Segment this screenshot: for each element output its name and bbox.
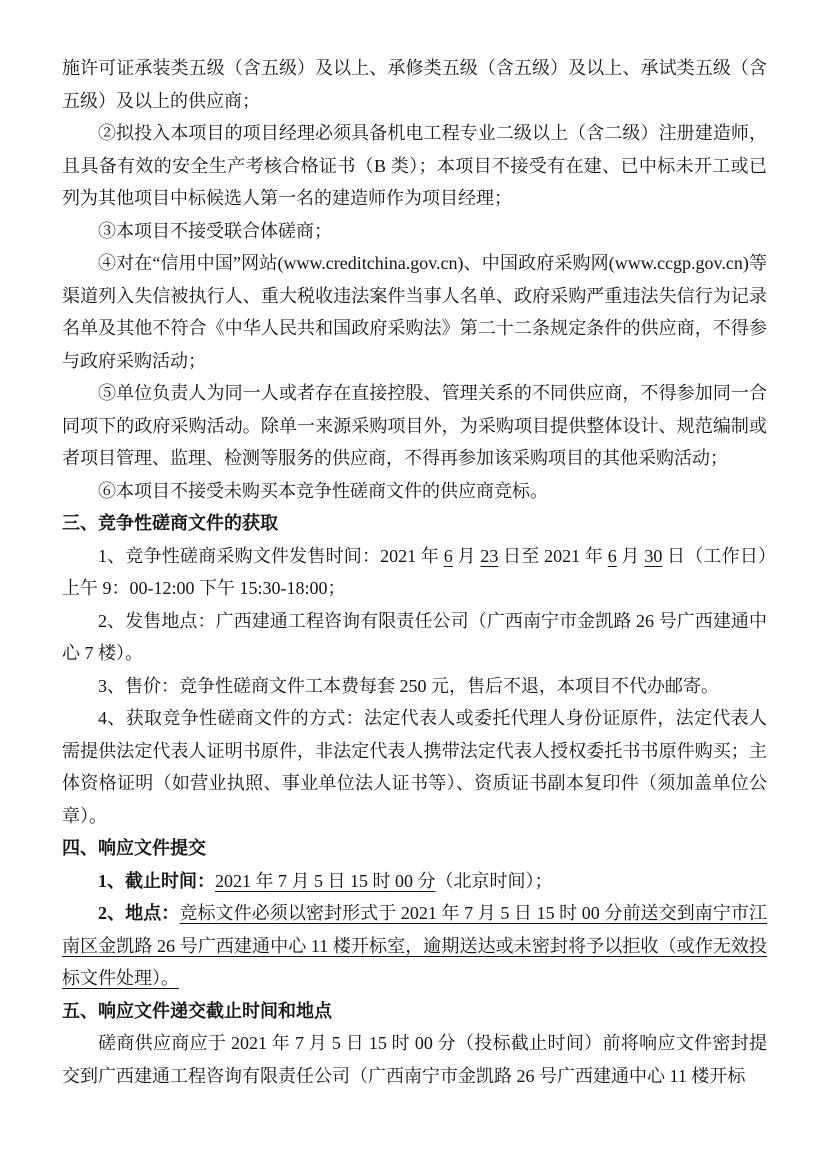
text-run: 日（工作日）上午 9：00-12:00 下午 15:30-18:00； bbox=[62, 545, 768, 598]
text-run: ③本项目不接受联合体磋商； bbox=[98, 220, 332, 241]
text-run: （北京时间）； bbox=[435, 870, 553, 891]
paragraph bbox=[62, 52, 767, 117]
text-run: 2、地点： bbox=[98, 903, 180, 923]
paragraph bbox=[62, 670, 767, 703]
text-run: 磋商供应商应于 2021 年 7 月 5 日 15 时 00 分（投标截止时间）前将响应文件密封提交到广西建通工程咨询有限责任公司（广西南宁市金凯路 26 号广西建通中心 11 楼开标 bbox=[62, 1033, 767, 1086]
text-run: 1、竞争性磋商采购文件发售时间：2021 年 bbox=[98, 545, 444, 566]
text-run: 6 bbox=[607, 545, 617, 566]
text-run: 月 bbox=[616, 545, 645, 566]
text-run: 五、响应文件递交截止时间和地点 bbox=[62, 1000, 332, 1021]
section-heading bbox=[62, 832, 767, 865]
paragraph bbox=[62, 702, 767, 832]
paragraph bbox=[62, 215, 767, 248]
section-heading bbox=[62, 507, 767, 540]
text-run: 日至 2021 年 bbox=[498, 545, 608, 566]
text-run: ⑤单位负责人为同一人或者存在直接控股、管理关系的不同供应商，不得参加同一合同项下的政府采购活动。除单一来源采购项目外，为采购项目提供整体设计、规范编制或者项目管理、监理、检测等服务的供应商，不得再参加该采购项目的其他采购活动； bbox=[62, 383, 767, 468]
text-run: 30 bbox=[644, 545, 663, 566]
paragraph bbox=[62, 475, 767, 508]
paragraph bbox=[62, 897, 767, 995]
section-heading bbox=[62, 995, 767, 1028]
text-run: ②拟投入本项目的项目经理必须具备机电工程专业二级以上（含二级）注册建造师，且具备有效的安全生产考核合格证书（B 类）；本项目不接受有在建、已中标未开工或已列为其他项目中标候选人第一名的建造师作为项目经理； bbox=[62, 123, 767, 208]
text-run: 6 bbox=[443, 545, 453, 566]
paragraph bbox=[62, 865, 767, 898]
paragraph bbox=[62, 117, 767, 215]
paragraph bbox=[62, 1027, 767, 1092]
text-run: ⑥本项目不接受未购买本竞争性磋商文件的供应商竞标。 bbox=[98, 480, 548, 501]
paragraph bbox=[62, 540, 767, 605]
text-run: 竞标文件必须以密封形式于 2021 年 7 月 5 日 15 时 00 分前送交到南宁市江南区金凯路 26 号广西建通中心 11 楼开标室，逾期送达或未密封将予以拒收（或作无效投标文件处理）。 bbox=[62, 903, 768, 988]
text-run: 2021 年 7 月 5 日 15 时 00 分 bbox=[215, 870, 436, 891]
paragraph bbox=[62, 377, 767, 475]
paragraph bbox=[62, 605, 767, 670]
text-run: ④对在“信用中国”网站(www.creditchina.gov.cn)、中国政府采购网(www.ccgp.gov.cn)等渠道列入失信被执行人、重大税收违法案件当事人名单、政府采购严重违法失信行为记录名单及其他不符合《中华人民共和国政府采购法》第二十二条规定条件的供应商，不得参与政府采购活动； bbox=[62, 253, 767, 371]
text-run: 4、获取竞争性磋商文件的方式：法定代表人或委托代理人身份证原件，法定代表人需提供法定代表人证明书原件，非法定代表人携带法定代表人授权委托书书原件购买；主体资格证明（如营业执照、事业单位法人证书等）、资质证书副本复印件（须加盖单位公章）。 bbox=[62, 708, 767, 826]
text-run: 施许可证承装类五级（含五级）及以上、承修类五级（含五级）及以上、承试类五级（含五级）及以上的供应商； bbox=[62, 58, 767, 111]
paragraph bbox=[62, 247, 767, 377]
text-run: 1、截止时间： bbox=[98, 870, 215, 891]
text-run: 四、响应文件提交 bbox=[62, 838, 206, 858]
document-body bbox=[62, 52, 767, 1092]
text-run: 23 bbox=[480, 545, 499, 566]
text-run: 3、售价：竞争性磋商文件工本费每套 250 元，售后不退，本项目不代办邮寄。 bbox=[98, 675, 719, 696]
text-run: 三、竞争性磋商文件的获取 bbox=[62, 513, 278, 533]
text-run: 2、发售地点：广西建通工程咨询有限责任公司（广西南宁市金凯路 26 号广西建通中心 7 楼）。 bbox=[62, 610, 767, 663]
text-run: 月 bbox=[452, 545, 481, 566]
